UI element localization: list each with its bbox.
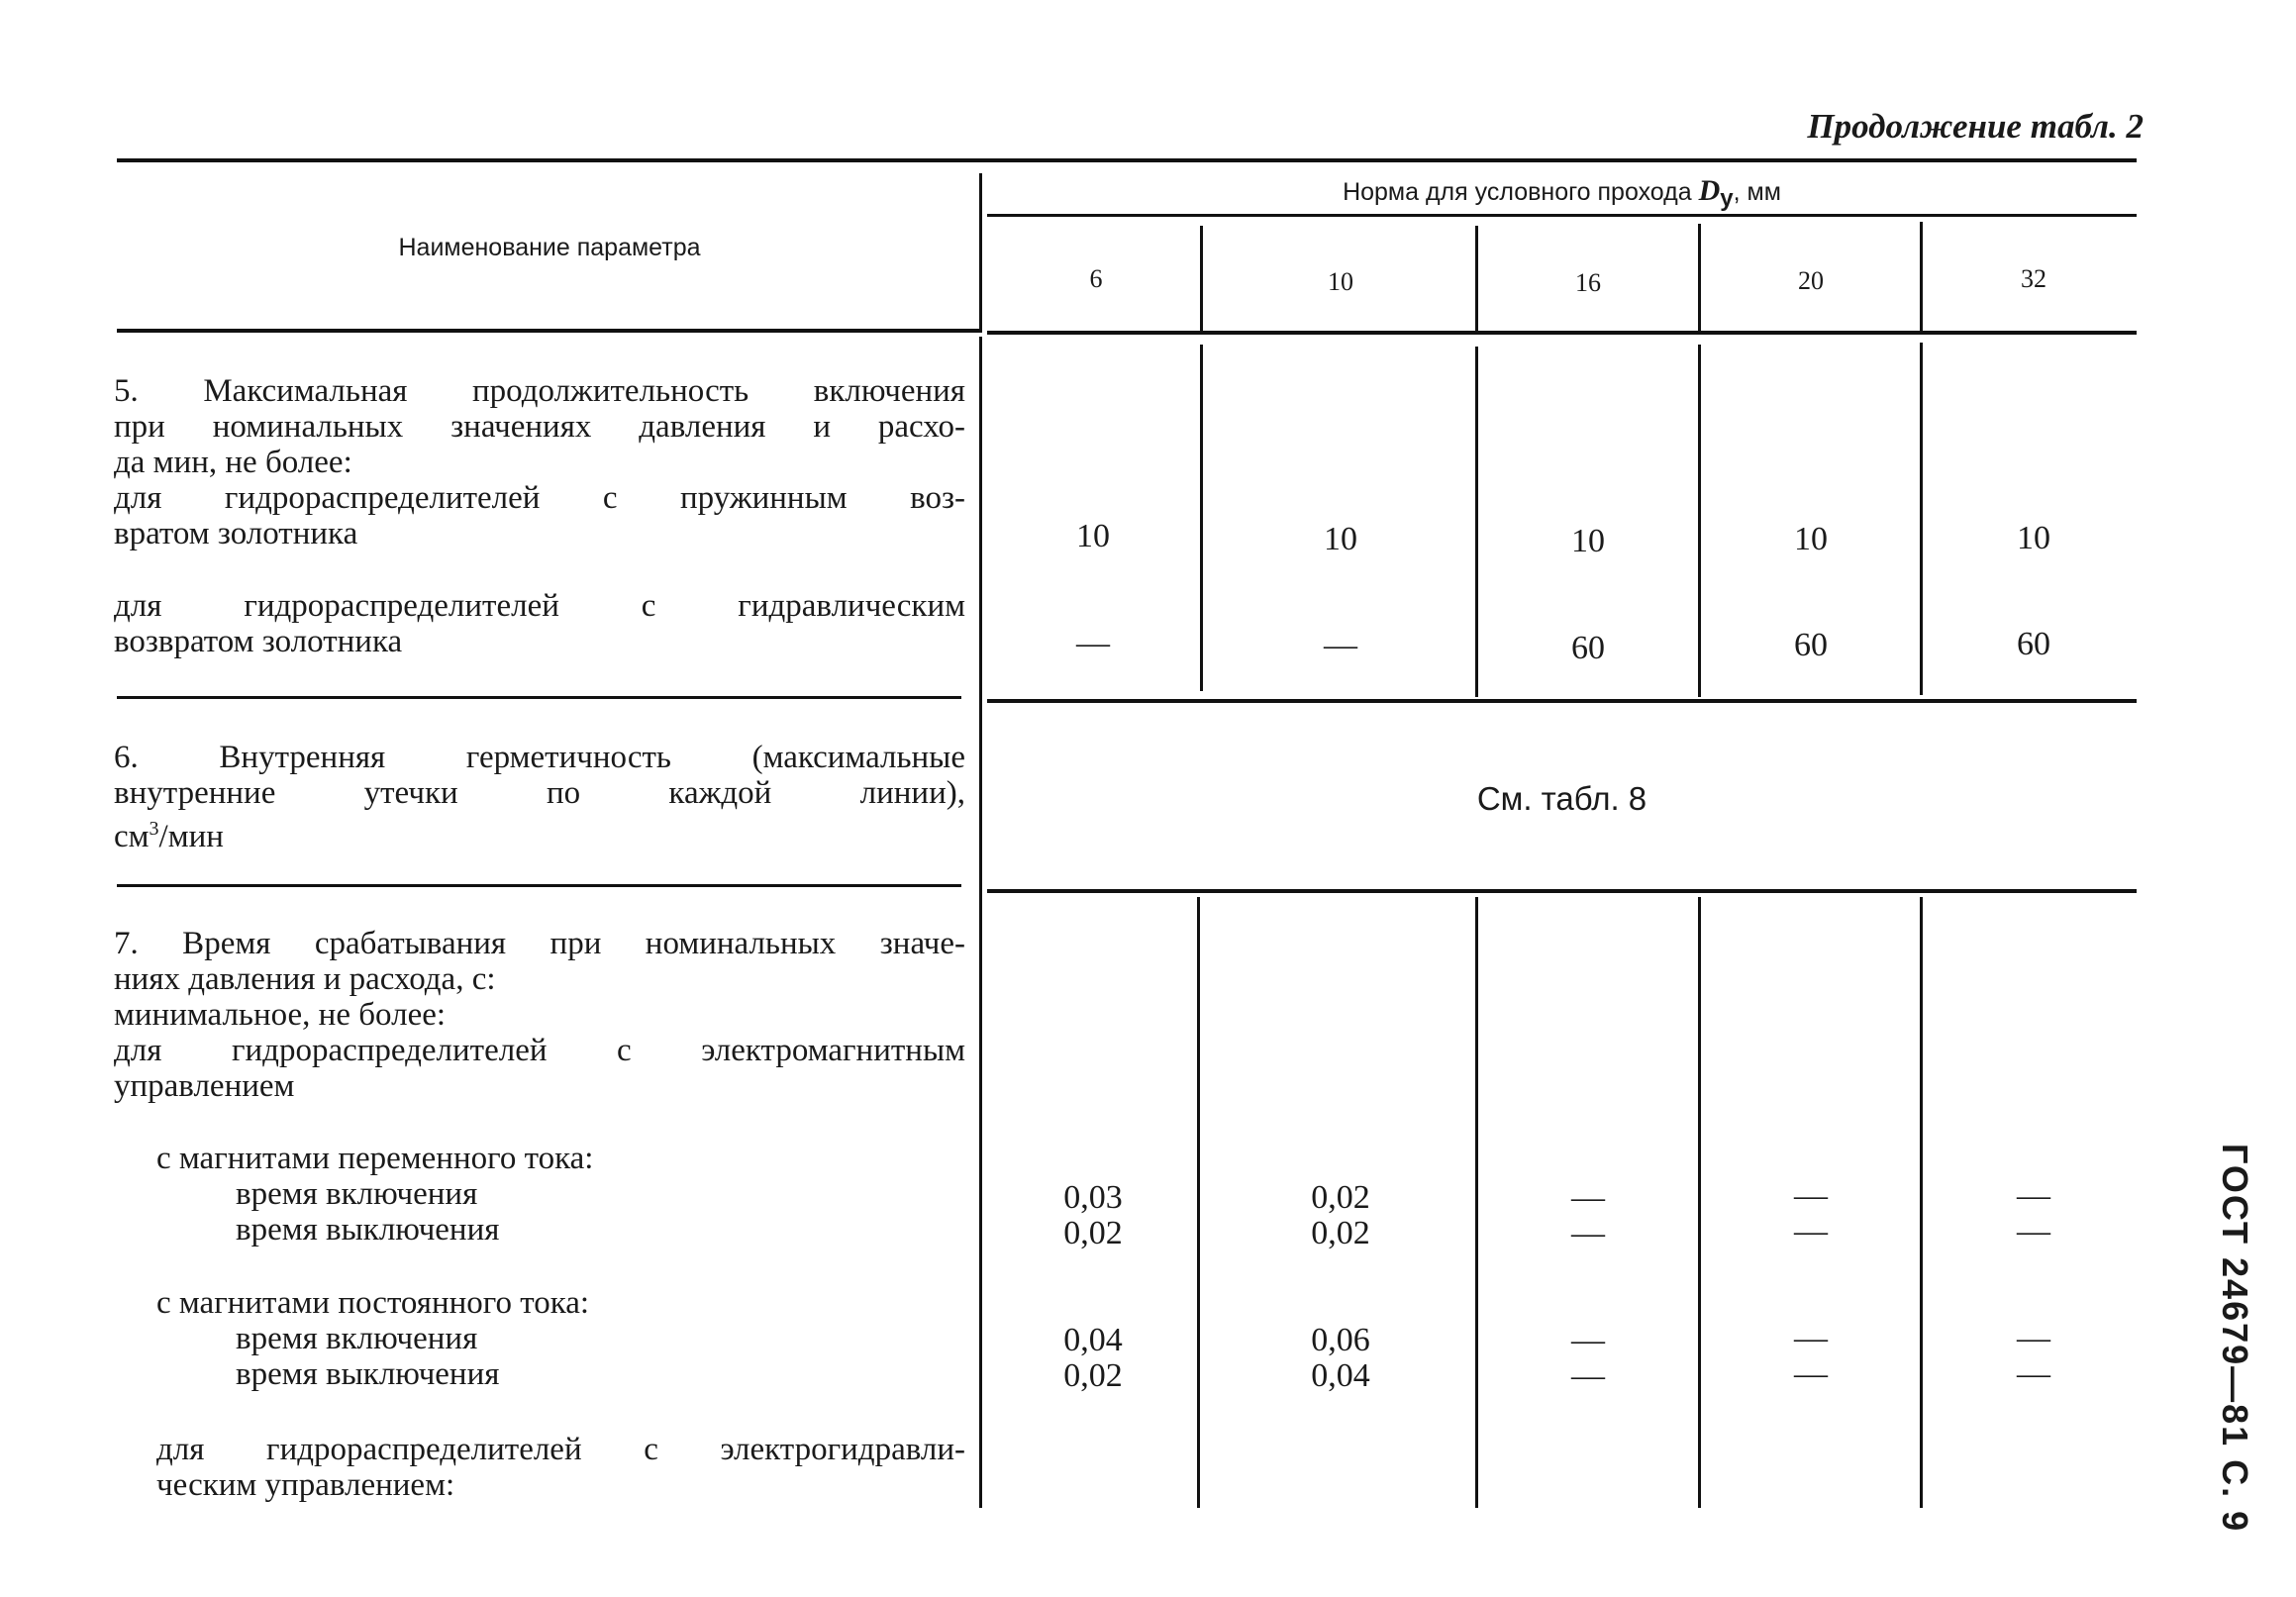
row5-hydraulic-10: —	[1324, 627, 1357, 663]
row5-vline-4	[1920, 343, 1923, 695]
col-header-20: 20	[1798, 266, 1824, 295]
row7-ac-off-6: 0,02	[1063, 1215, 1123, 1251]
row7-dc-on-20: —	[1794, 1320, 1828, 1356]
row7-ac-off-10: 0,02	[1311, 1215, 1370, 1251]
header-bottom-rule	[117, 329, 982, 333]
row7-ac-on-20: —	[1794, 1177, 1828, 1214]
row5-hydraulic-20: 60	[1794, 627, 1828, 663]
row7-dc-on-6: 0,04	[1063, 1322, 1123, 1358]
header-vline-main	[979, 173, 982, 330]
row6-bottom-rule-left	[117, 884, 961, 887]
row7-line-4: для гидрораспределителей с электромагнитным	[114, 1033, 965, 1068]
row7-description	[114, 926, 965, 1104]
norm-header-rule	[987, 214, 2137, 217]
row5-bottom-rule-right	[987, 699, 2137, 703]
row6-unit-suffix: /мин	[158, 819, 224, 854]
row7-vline-2	[1475, 897, 1478, 1508]
row7-eh-block	[156, 1432, 965, 1503]
row5-spring-32: 10	[2017, 520, 2050, 556]
row7-dc-off-16: —	[1571, 1357, 1605, 1394]
norm-header-prefix: Норма для условного прохода	[1343, 178, 1699, 206]
row7-dc-off-6: 0,02	[1063, 1357, 1123, 1394]
header-vline-3	[1698, 224, 1701, 331]
row5-line-5: вратом золотника	[114, 516, 358, 551]
row7-dc-on-label: время включения	[236, 1321, 478, 1356]
row7-ac-off-label: время выключения	[236, 1212, 500, 1248]
row7-ac-off-20: —	[1794, 1213, 1828, 1249]
col-header-6: 6	[1089, 264, 1103, 293]
row7-dc-off-10: 0,04	[1311, 1357, 1370, 1394]
table-top-rule	[117, 158, 2137, 162]
row5-subdescription	[114, 588, 965, 659]
row7-dc-on-10: 0,06	[1311, 1322, 1370, 1358]
row7-dc-block	[156, 1285, 849, 1392]
norm-header-symbol: D	[1698, 174, 1721, 207]
row5-vline-1	[1200, 345, 1203, 691]
row7-vline-1	[1197, 897, 1200, 1508]
row5-bottom-rule-left	[117, 696, 961, 699]
row7-dc-off-label: время выключения	[236, 1356, 500, 1392]
row5-vline-3	[1698, 345, 1701, 697]
row7-ac-on-32: —	[2017, 1177, 2050, 1214]
param-column-vline-1	[979, 337, 982, 703]
row5-line-4: для гидрораспределителей с пружинным воз-	[114, 480, 965, 516]
row5-description	[114, 373, 965, 551]
row7-dc-on-16: —	[1571, 1322, 1605, 1358]
standard-page-label: ГОСТ 24679—81 С. 9	[2215, 1144, 2255, 1534]
header-vline-2	[1475, 226, 1478, 331]
row5-spring-16: 10	[1571, 523, 1605, 559]
row6-line-1: 6. Внутренняя герметичность (максимальные	[114, 740, 965, 775]
row7-dc-off-20: —	[1794, 1355, 1828, 1392]
row7-ac-off-32: —	[2017, 1213, 2050, 1249]
row5-spring-20: 10	[1794, 521, 1828, 557]
row7-eh-line-2: ческим управлением:	[156, 1467, 455, 1503]
row7-ac-on-6: 0,03	[1063, 1179, 1123, 1216]
row7-ac-label: с магнитами переменного тока:	[156, 1141, 594, 1176]
header-vline-1	[1200, 226, 1203, 331]
col-header-10: 10	[1328, 267, 1353, 296]
row5-sub-line-2: возвратом золотника	[114, 624, 403, 659]
row7-dc-label: с магнитами постоянного тока:	[156, 1285, 590, 1321]
row7-ac-on-10: 0,02	[1311, 1179, 1370, 1216]
param-name-header: Наименование параметра	[398, 234, 701, 261]
norm-header	[987, 174, 2137, 213]
row7-vline-4	[1920, 897, 1923, 1508]
row5-line-1: 5. Максимальная продолжительность включения	[114, 373, 965, 409]
row7-vline-3	[1698, 897, 1701, 1508]
col-header-16: 16	[1575, 268, 1601, 297]
row6-description	[114, 740, 965, 854]
row7-line-1: 7. Время срабатывания при номинальных значе-	[114, 926, 965, 961]
param-column-vline-3	[979, 891, 982, 1508]
row5-hydraulic-32: 60	[2017, 626, 2050, 662]
row5-line-3: да мин, не более:	[114, 445, 352, 480]
norm-header-subscript: у	[1720, 185, 1734, 212]
norm-header-unit: , мм	[1733, 178, 1781, 206]
row7-ac-block	[156, 1141, 849, 1248]
row5-sub-line-1: для гидрораспределителей с гидравлическим	[114, 588, 965, 624]
row6-bottom-rule-right	[987, 889, 2137, 893]
row5-hydraulic-6: —	[1076, 625, 1110, 661]
row6-merged-value: См. табл. 8	[1476, 780, 1647, 817]
row6-unit-prefix: см	[114, 819, 150, 854]
row7-ac-on-label: время включения	[236, 1176, 478, 1212]
header-bottom-rule-values	[987, 331, 2137, 335]
row5-line-2: при номинальных значениях давления и расхо-	[114, 409, 965, 445]
row7-dc-off-32: —	[2017, 1355, 2050, 1392]
row7-line-3: минимальное, не более:	[114, 997, 447, 1033]
row6-line-2: внутренние утечки по каждой линии),	[114, 775, 965, 811]
row7-dc-on-32: —	[2017, 1320, 2050, 1356]
row5-vline-2	[1475, 347, 1478, 697]
row5-spring-6: 10	[1076, 518, 1110, 554]
row7-line-2: ниях давления и расхода, с:	[114, 961, 496, 997]
row7-line-5: управлением	[114, 1068, 295, 1104]
row5-hydraulic-16: 60	[1571, 630, 1605, 666]
row7-ac-on-16: —	[1571, 1179, 1605, 1216]
row7-ac-off-16: —	[1571, 1215, 1605, 1251]
row6-unit-sup: 3	[149, 818, 159, 840]
table-continuation-caption: Продолжение табл. 2	[1807, 107, 2144, 146]
col-header-32: 32	[2021, 264, 2046, 293]
param-column-vline-2	[979, 703, 982, 891]
row5-spring-10: 10	[1324, 521, 1357, 557]
header-vline-4	[1920, 222, 1923, 331]
row7-eh-line-1: для гидрораспределителей с электрогидравли-	[156, 1432, 965, 1467]
row6-unit	[114, 811, 965, 854]
